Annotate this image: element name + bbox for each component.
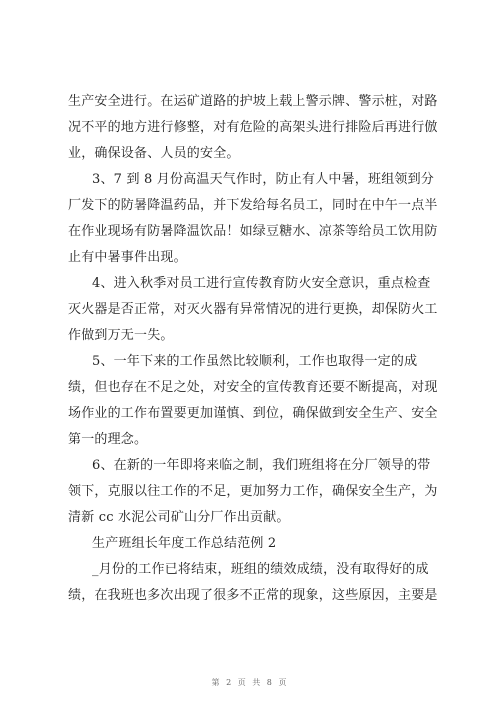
text-line: 领下，克服以往工作的不足，更加努力工作，确保安全生产，为 — [68, 484, 438, 499]
text-line: 5、一年下来的工作虽然比较顺利，工作也取得一定的成 — [92, 354, 418, 369]
text-line: 业，确保设备、人员的安全。 — [68, 146, 240, 161]
text-line: 场作业的工作布置要更加谨慎、到位，确保做到安全生产、安全 — [68, 406, 438, 421]
text-line: 灭火器是否正常，对灭火器有异常情况的进行更换，却保防火工 — [68, 302, 438, 317]
text-line: _月份的工作已将结束，班组的绩效成绩，没有取得好的成 — [92, 562, 429, 577]
text-line: 6、在新的一年即将来临之制，我们班组将在分厂领导的带 — [92, 458, 431, 473]
text-line: 作做到万无一失。 — [68, 328, 174, 343]
text-line: 清新 cc 水泥公司矿山分厂作出贡献。 — [68, 510, 290, 525]
text-line: 4、进入秋季对员工进行宣传教育防火安全意识，重点检查 — [92, 276, 431, 291]
text-line: 第一的理念。 — [68, 432, 148, 447]
section-heading: 生产班组长年度工作总结范例 2 — [92, 536, 277, 551]
page-number-footer: 第 2 页 共 8 页 — [211, 678, 289, 687]
text-line: 在作业现场有防暑降温饮品！如绿豆糖水、凉茶等给员工饮用防 — [68, 224, 438, 239]
text-line: 生产安全进行。在运矿道路的护坡上载上警示牌、警示桩，对路 — [68, 94, 438, 109]
text-line: 绩，但也存在不足之处，对安全的宣传教育还要不断提高，对现 — [68, 380, 438, 395]
text-line: 况不平的地方进行修整，对有危险的高架头进行排险后再进行倣 — [68, 120, 438, 135]
text-line: 厂发下的防暑降温药品，并下发给每名员工，同时在中午一点半 — [68, 198, 438, 213]
text-line: 3、7 到 8 月份高温天气作时，防止有人中暑，班组领到分 — [92, 172, 435, 187]
text-line: 止有中暑事件出现。 — [68, 250, 187, 265]
text-line: 绩，在我班也多次出现了很多不正常的现象，这些原因，主要是 — [68, 588, 438, 603]
